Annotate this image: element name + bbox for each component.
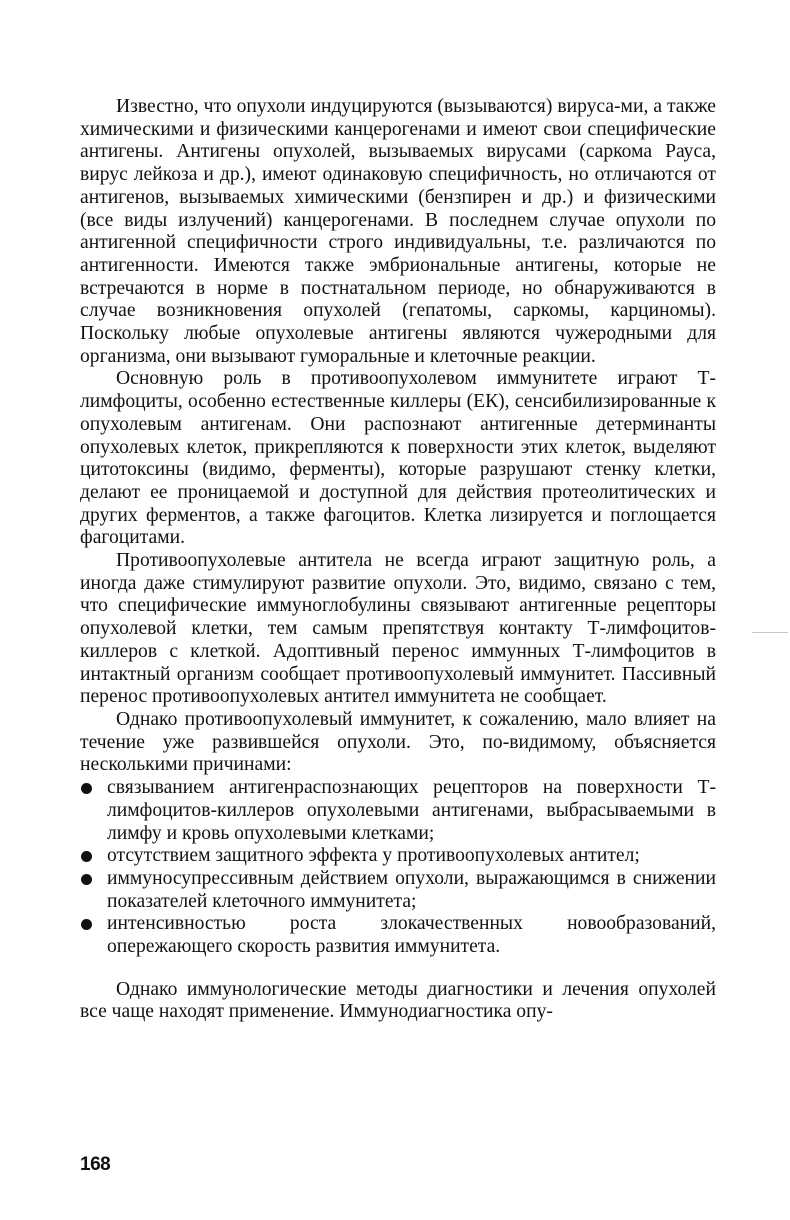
paragraph-antitumor-antibodies: Противоопухолевые антитела не всегда играют защитную роль, а иногда даже стимулируют развитие опухоли. Это, видимо, связано с тем, что специфические иммуноглобулины связывают антигенные рецепторы опухолевой клетки, тем самым препятствуя контакту Т-лимфоцитов-киллеров с клеткой. Адоптивный перенос иммунных Т-лимфоцитов в интактный организм сообщает противоопухолевый иммунитет. Пассивный перенос противоопухолевых антител иммунитета не сообщает. [80,550,716,708]
page-text [80,96,716,1024]
bullet-icon [81,851,92,862]
list-item-text: иммуносупрессивным действием опухоли, выражающимся в снижении показателей клеточного иммунитета; [107,867,716,912]
paragraph-immunity-limits: Однако противоопухолевый иммунитет, к сожалению, мало влияет на течение уже развившейся опухоли. Это, по-видимому, объясняется несколькими причинами: [80,708,716,776]
bullet-icon [81,919,92,930]
paragraph-t-lymphocytes: Основную роль в противоопухолевом иммунитете играют Т-лимфоциты, особенно естественные киллеры (ЕК), сенсибилизированные к опухолевым антигенам. Они распознают антигенные детерминанты опухолевых клеток, прикрепляются к поверхности этих клеток, выделяют цитотоксины (видимо, ферменты), которые разрушают стенку клетки, делают ее проницаемой и доступной для действия протеолитических и других ферментов, а также фагоцитов. Клетка лизируется и поглощается фагоцитами. [80,368,716,549]
list-item [80,868,716,913]
list-item-text: интенсивностью роста злокачественных новообразований, опережающего скорость развития иммунитета. [107,913,716,958]
reasons-list [80,777,716,959]
page-number: 168 [80,1154,111,1175]
bullet-icon [81,874,92,885]
list-item [80,913,716,958]
paragraph-tumor-antigens: Известно, что опухоли индуцируются (вызываются) вируса-ми, а также химическими и физическими канцерогенами и имеют свои специфические антигены. Антигены опухолей, вызываемых вирусами (саркома Рауса, вирус лейкоза и др.), имеют одинаковую специфичность, но отличаются от антигенов, вызываемых химическими (бензпирен и др.) и физическими (все виды излучений) канцерогенами. В последнем случае опухоли по антигенной специфичности строго индивидуальны, т.е. различаются по антигенности. Имеются также эмбриональные антигены, которые не встречаются в норме в постнатальном периоде, но обнаруживаются в случае возникновения опухолей (гепатомы, саркомы, карциномы). Поскольку любые опухолевые антигены являются чужеродными для организма, они вызывают гуморальные и клеточные реакции. [80,96,716,367]
bullet-icon [81,783,92,794]
list-item [80,777,716,845]
margin-mark [752,632,788,633]
list-item [80,845,716,868]
paragraph-immunodiagnostics: Однако иммунологические методы диагностики и лечения опухолей все чаще находят применение. Иммунодиагностика опу- [80,978,716,1023]
list-item-text: связыванием антигенраспознающих рецепторов на поверхности Т-лимфоцитов-киллеров опухолевыми антигенами, выбрасываемыми в лимфу и кровь опухолевыми клетками; [107,777,716,844]
list-item-text: отсутствием защитного эффекта у противоопухолевых антител; [107,845,640,867]
